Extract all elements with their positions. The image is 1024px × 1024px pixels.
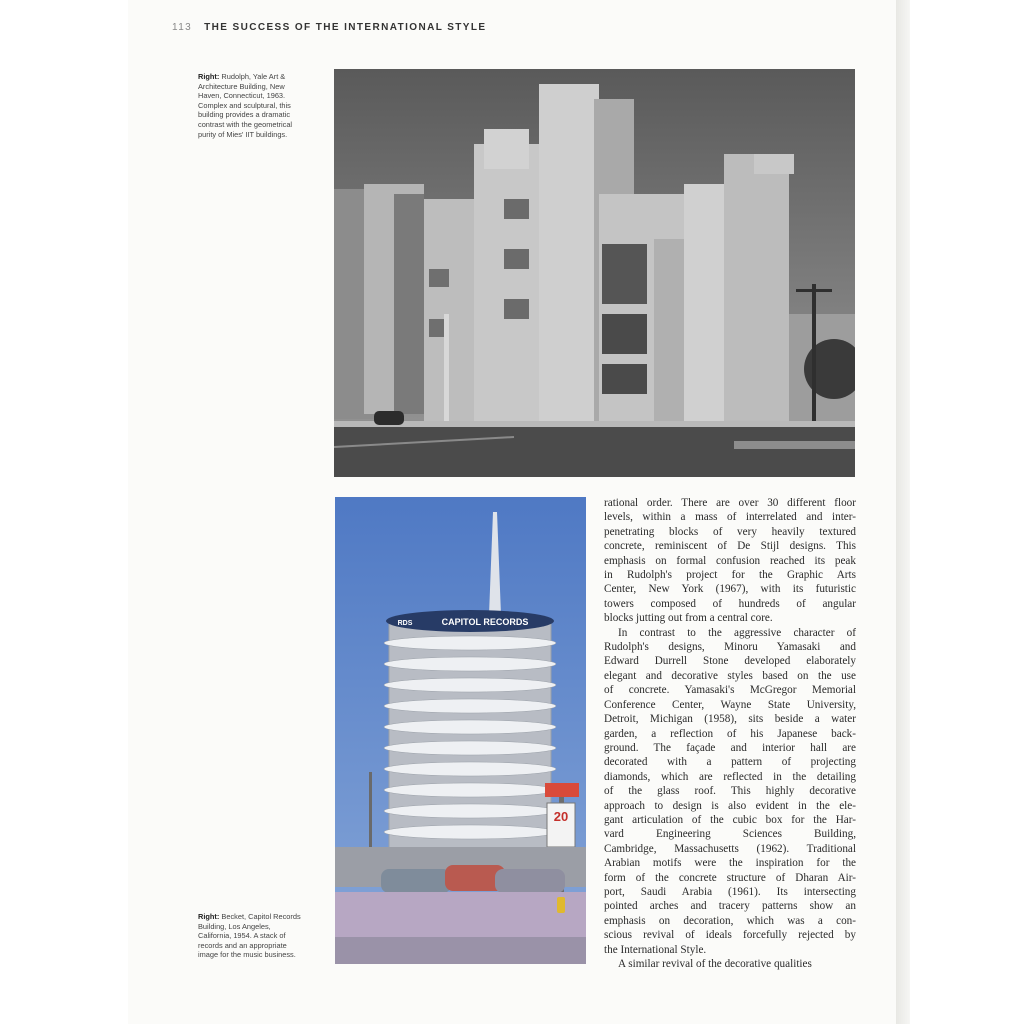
body-line: Center, New York (1967), with its futuristic (604, 583, 856, 596)
capitol-records-illustration (335, 497, 586, 964)
photo-yale-building (334, 69, 855, 477)
body-line: towers composed of hundreds of angular (604, 597, 856, 610)
body-line: approach to design is also evident in the ele- (604, 799, 856, 812)
body-line: Arabian motifs were the inspiration for the (604, 857, 856, 870)
body-line: ground. The façade and interior hall are (604, 741, 856, 754)
billboard-number: 20 (553, 809, 569, 824)
body-line: In contrast to the aggressive character of (618, 626, 856, 639)
chapter-title: THE SUCCESS OF THE INTERNATIONAL STYLE (204, 22, 487, 33)
caption-top-line: Architecture Building, New (198, 81, 285, 91)
body-line: Cambridge, Massachusetts (1962). Traditional (604, 842, 856, 855)
caption-bottom (198, 912, 316, 960)
caption-bottom-line: records and an appropriate (198, 940, 287, 950)
body-line: scious revival of ideals forcefully rejected by (604, 929, 856, 942)
body-line: Rudolph's designs, Minoru Yamasaki and (604, 641, 856, 654)
body-line: rational order. There are over 30 different floor (604, 497, 856, 509)
caption-bottom-line: California, 1954. A stack of (198, 931, 286, 941)
caption-top-line: building provides a dramatic (198, 110, 291, 120)
body-text (604, 496, 856, 971)
body-line: form of the concrete structure of Dharan Air- (604, 871, 856, 884)
tower-sign-left: RDS (397, 620, 413, 627)
caption-top-line: contrast with the geometrical (198, 119, 293, 129)
body-line: diamonds, which are reflected in the detailing (604, 770, 856, 783)
photo-capitol-records (335, 497, 586, 964)
body-line: decorated with a pattern of projecting (604, 756, 856, 769)
body-line: emphasis on decoration, which was a con- (604, 914, 856, 927)
running-head (172, 22, 486, 33)
body-line: pointed arches and tracery patterns show an (604, 900, 856, 913)
body-line: port, Saudi Arabia (1961). Its intersecting (604, 885, 856, 898)
body-line: levels, within a mass of interrelated and inter- (604, 511, 856, 524)
body-line: concrete, reminiscent of De Stijl designs. This (604, 540, 856, 553)
caption-top-label: Right: (198, 72, 220, 81)
body-line: garden, a reflection of his Japanese back- (604, 727, 856, 740)
tower-sign-text: CAPITOL RECORDS (441, 617, 529, 627)
body-line: A similar revival of the decorative qualities (618, 958, 812, 970)
caption-top-line: purity of Mies' IIT buildings. (198, 129, 288, 139)
page-gutter (896, 0, 910, 1024)
caption-bottom-label: Right: (198, 912, 220, 921)
body-line: gant articulation of the cubic box for the Har- (604, 813, 856, 826)
body-line: Conference Center, Wayne State University, (604, 698, 856, 711)
body-line: penetrating blocks of very heavily textured (604, 525, 856, 538)
caption-top-line: Haven, Connecticut, 1963. (198, 91, 286, 101)
body-line: Detroit, Michigan (1958), sits beside a water (604, 713, 856, 726)
body-line: the International Style. (604, 943, 707, 956)
body-line: vard Engineering Sciences Building, (604, 828, 856, 841)
caption-top-line: Complex and sculptural, this (198, 100, 291, 110)
body-line: blocks jutting out from a central core. (604, 612, 773, 625)
body-line: emphasis on formal confusion reached its peak (604, 554, 856, 567)
body-line: Edward Durrell Stone developed elaborately (604, 655, 856, 668)
caption-bottom-line: Building, Los Angeles, (198, 921, 271, 931)
caption-bottom-line: image for the music business. (198, 950, 296, 960)
page-number: 113 (172, 22, 193, 33)
body-line: of concrete. Yamasaki's McGregor Memorial (604, 684, 856, 697)
caption-bottom-line: Becket, Capitol Records (221, 912, 301, 921)
body-line: of the glass roof. This highly decorative (604, 785, 856, 798)
body-line: in Rudolph's project for the Graphic Arts (604, 569, 856, 582)
yale-building-illustration (334, 69, 855, 477)
caption-top-line: Rudolph, Yale Art & (221, 72, 286, 81)
body-line: elegant and decorative styles based on the use (604, 669, 856, 682)
caption-top (198, 72, 316, 139)
